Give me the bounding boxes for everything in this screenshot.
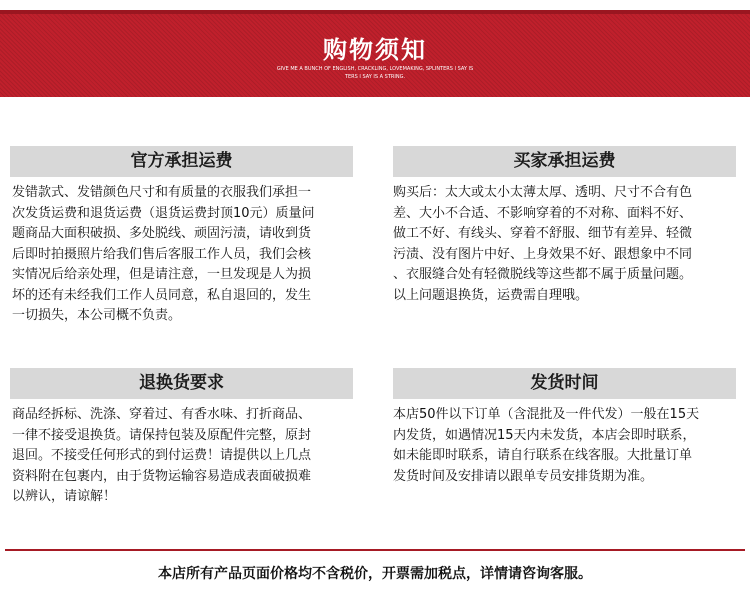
buyer-shipping-body [393,183,743,306]
banner-title: 购物须知 [323,36,427,64]
official-shipping-heading: 官方承担运费 [10,146,353,177]
text-line: 一律不接受退换货。请保持包装及原配件完整，原封 [12,427,312,443]
text-line: 做工不好、有线头、穿着不舒服、细节有差异、轻微 [393,226,693,241]
text-line: 题商品大面积破损、多处脱线、顽固污渍，请收到货 [12,226,312,241]
banner-subtitle-line1: GIVE ME A BUNCH OF ENGLISH, CRACKLING, LOVEMAKING, SPLINTERS I SAY IS [276,66,474,72]
banner-subtitle [250,65,500,81]
text-line: 实情况后给亲处理，但是请注意，一旦发现是人为损 [12,267,312,282]
delivery-time-heading: 发货时间 [393,368,736,399]
delivery-time-body [393,405,743,487]
official-shipping-body [12,183,362,327]
header-banner [0,0,750,97]
footer-note: 本店所有产品页面价格均不含税价，开票需加税点，详情请咨询客服。 [158,566,592,582]
text-line: 商品经拆标、洗涤、穿着过、有香水味、打折商品、 [12,407,312,422]
text-line: 次发货运费和退货运费（退货运费封顶10元）质量问 [12,205,315,221]
text-line: 污渍、没有图片中好、上身效果不好、跟想象中不同 [393,246,693,262]
text-line: 如未能即时联系，请自行联系在线客服。大批量订单 [393,448,693,463]
text-line: 坏的还有未经我们工作人员同意，私自退回的，发生 [12,287,312,303]
text-line: 一切损失，本公司概不负责。 [12,308,182,323]
text-line: 后即时拍摄照片给我们售后客服工作人员，我们会核 [12,246,312,262]
text-line: 以辨认，请谅解！ [12,489,117,504]
text-line: 本店50件以下订单（含混批及一件代发）一般在15天 [393,407,700,422]
footer-divider [5,549,745,551]
text-line: 退回。不接受任何形式的到付运费！请提供以上几点 [12,448,312,463]
banner-subtitle-line2: TERS I SAY IS A STRING. [344,74,406,80]
buyer-shipping-heading: 买家承担运费 [393,146,736,177]
text-line: 内发货，如遇情况15天内未发货，本店会即时联系， [393,427,696,443]
text-line: 发错款式、发错颜色尺寸和有质量的衣服我们承担一 [12,185,312,200]
return-requirements-body [12,405,362,508]
text-line: 以上问题退换货，运费需自理哦。 [393,287,589,303]
text-line: 发货时间及安排请以跟单专员安排货期为准。 [393,468,654,484]
text-line: 资料附在包裹内，由于货物运输容易造成表面破损难 [12,468,312,484]
text-line: 购买后：太大或太小太薄太厚、透明、尺寸不合有色 [393,185,693,200]
text-line: 差、大小不合适、不影响穿着的不对称、面料不好、 [393,205,693,221]
return-requirements-heading: 退换货要求 [10,368,353,399]
text-line: 、衣服缝合处有轻微脱线等这些都不属于质量问题。 [393,267,693,282]
